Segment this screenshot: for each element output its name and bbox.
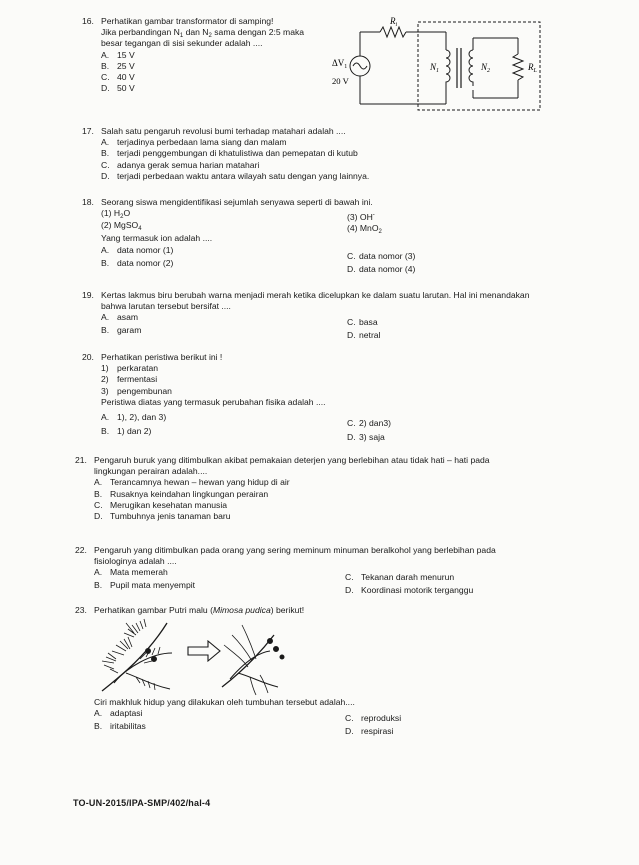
ri-label: $R_i$ [390, 16, 398, 28]
option[interactable]: C. data nomor (3) [347, 251, 416, 261]
question-stem: Pengaruh yang ditimbulkan pada orang yang sering meminum minuman beralkohol yang berlebihan pada [94, 545, 496, 555]
option[interactable]: B. 1) dan 2) [101, 426, 152, 436]
question-number: 19. [82, 290, 94, 300]
n2-label: $N_2$ [481, 62, 491, 74]
subscript: 1 [179, 33, 184, 40]
question-stem: Perhatikan gambar Putri malu (Mimosa pudica) berikut! [94, 605, 305, 615]
question-number: 23. [75, 605, 87, 615]
voltage-label: 20 V [332, 76, 349, 86]
option[interactable] [101, 72, 331, 83]
transformer-circuit-diagram [330, 10, 555, 115]
option-letter: C. [101, 159, 110, 170]
option[interactable]: D. netral [347, 330, 381, 340]
n1-label: $N_1$ [430, 62, 440, 74]
option-letter: A. [101, 49, 110, 60]
question-21 [75, 455, 564, 522]
subscript: 2 [208, 33, 212, 40]
question-stem: Kertas lakmus biru berubah warna menjadi merah ketika dicelupkan ke dalam suatu larutan. Hal ini menandakan [101, 290, 530, 300]
rl-label: $R_L$ [528, 62, 537, 74]
option[interactable]: C. reproduksi [345, 713, 402, 723]
sub-question: Ciri makhluk hidup yang dilakukan oleh tumbuhan tersebut adalah.... [94, 697, 355, 707]
stem-part: bahwa larutan tersebut bersifat .... [101, 301, 231, 312]
option[interactable]: D. Koordinasi motorik terganggu [345, 585, 474, 595]
option[interactable] [101, 148, 541, 159]
option-letter: C. [101, 72, 110, 83]
stem-part: dan N [183, 27, 209, 38]
question-number: 18. [82, 197, 94, 207]
list-item: 3) pengembunan [101, 385, 172, 396]
stem-part: besar tegangan di sisi sekunder adalah .... [101, 38, 263, 49]
option-text: adanya gerak semua harian matahari [117, 159, 260, 170]
question-18 [82, 197, 541, 277]
question-19 [82, 290, 571, 345]
option[interactable] [101, 83, 331, 94]
question-stem: Perhatikan gambar transformator di samping! [101, 16, 274, 26]
question-number: 16. [82, 16, 94, 26]
option[interactable]: B. garam [101, 325, 142, 335]
option-text: terjadinya perbedaan lama siang dan malam [117, 137, 287, 148]
delta-v-label: $\Delta V_1$ [332, 58, 348, 70]
option[interactable]: D. Tumbuhnya jenis tanaman baru [94, 511, 231, 522]
data-item: (3) OH- [347, 211, 375, 222]
question-number: 22. [75, 545, 87, 555]
option[interactable]: B. iritabilitas [94, 721, 146, 731]
option[interactable]: B. Pupil mata menyempit [94, 580, 196, 590]
option-text: terjadi penggembungan di khatulistiwa dan pemepatan di kutub [117, 148, 358, 159]
option-letter: A. [101, 137, 110, 148]
option[interactable] [101, 171, 541, 182]
option[interactable] [101, 160, 541, 171]
option-letter: B. [101, 60, 110, 71]
option-text: 50 V [117, 83, 135, 94]
option[interactable] [101, 61, 331, 72]
option[interactable]: A. data nomor (1) [101, 245, 174, 255]
option[interactable] [101, 137, 541, 148]
option-letter: B. [101, 148, 110, 159]
question-stem: Salah satu pengaruh revolusi bumi terhadap matahari adalah .... [101, 126, 346, 136]
option-text: 40 V [117, 72, 135, 83]
option[interactable]: A. Terancamnya hewan – hewan yang hidup di air [94, 477, 290, 488]
question-number: 17. [82, 126, 94, 136]
option-letter: D. [101, 83, 110, 94]
stem-part: lingkungan perairan adalah.... [94, 466, 208, 477]
option[interactable] [101, 50, 331, 61]
stem-part: Jika perbandingan N [101, 27, 180, 38]
question-20 [82, 352, 541, 472]
list-item: 1) perkaratan [101, 363, 159, 374]
data-item: (4) MnO$_2$ [347, 223, 382, 235]
option[interactable]: C. basa [347, 317, 378, 327]
data-item: (2) MgSO$_4$ [101, 220, 142, 232]
option-text: 15 V [117, 49, 135, 60]
question-23-answers [94, 697, 564, 737]
option-letter: D. [101, 170, 110, 181]
option[interactable]: D. respirasi [345, 726, 394, 736]
sub-question: Peristiwa diatas yang termasuk perubahan fisika adalah .... [101, 396, 326, 407]
option[interactable]: A. 1), 2), dan 3) [101, 412, 167, 422]
question-stem: Seorang siswa mengidentifikasi sejumlah senyawa seperti di bawah ini. [101, 197, 373, 207]
stem-part: fisiologinya adalah .... [94, 556, 177, 567]
option[interactable]: C. 2) dan3) [347, 418, 392, 428]
option[interactable]: B. data nomor (2) [101, 258, 174, 268]
question-number: 21. [75, 455, 87, 465]
question-16 [82, 16, 331, 94]
option[interactable]: B. Rusaknya keindahan lingkungan perairan [94, 488, 269, 499]
option-text: terjadi perbedaan waktu antara wilayah satu dengan yang lainnya. [117, 170, 370, 181]
option[interactable]: D. data nomor (4) [347, 264, 416, 274]
question-number: 20. [82, 352, 94, 362]
stem-part: sama dengan 2:5 maka [211, 27, 305, 38]
page-footer: TO-UN-2015/IPA-SMP/402/hal-4 [73, 798, 211, 808]
sub-question: Yang termasuk ion adalah .... [101, 233, 213, 243]
question-stem: Pengaruh buruk yang ditimbulkan akibat pemakaian deterjen yang berlebihan atau tidak hati – hati pada [94, 455, 490, 465]
option[interactable]: A. Mata memerah [94, 567, 168, 577]
option[interactable]: D. 3) saja [347, 432, 385, 442]
data-item: (1) $H_2O$ [101, 208, 131, 220]
option[interactable]: C. Merugikan kesehatan manusia [94, 499, 228, 510]
question-22 [75, 545, 564, 600]
option[interactable]: A. adaptasi [94, 708, 143, 718]
option[interactable]: C. Tekanan darah menurun [345, 572, 455, 582]
list-item: 2) fermentasi [101, 374, 158, 385]
option[interactable]: A. asam [101, 312, 139, 322]
question-stem: Perhatikan peristiwa berikut ini ! [101, 352, 223, 362]
mimosa-illustration [92, 615, 292, 697]
question-17 [82, 126, 541, 182]
option-text: 25 V [117, 60, 135, 71]
